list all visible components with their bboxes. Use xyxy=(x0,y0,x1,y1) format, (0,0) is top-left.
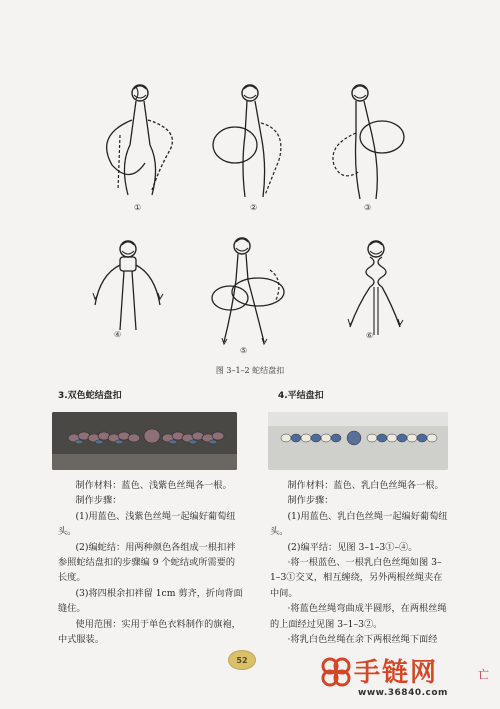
watermark-url[interactable]: www.36840.com xyxy=(358,688,448,698)
paragraph: ·将乳白色丝绳在余下两根丝绳下面经 xyxy=(287,634,438,646)
step-label-2: ② xyxy=(250,203,258,212)
section-4-body xyxy=(270,478,450,647)
step-label-3: ③ xyxy=(364,203,372,212)
paragraph: ·将一根蓝色、一根乳白色丝绳如图 3–1–3①交叉，相互缠绕，另外两根丝绳夹在中间。 xyxy=(270,557,443,599)
knot-step-5-diagram xyxy=(200,230,310,365)
section-3-body xyxy=(58,478,243,647)
knot-step-3-diagram xyxy=(320,75,420,220)
section-title-4: 4.平结盘扣 xyxy=(278,391,324,401)
figure-caption: 图 3–1–2 蛇结盘扣 xyxy=(215,366,285,375)
step-label-5: ⑤ xyxy=(240,346,248,355)
step-label-1: ① xyxy=(134,203,142,212)
step-label-4: ④ xyxy=(114,330,122,339)
knot-diagrams xyxy=(80,75,430,360)
edge-glyph: 亡 xyxy=(478,668,489,681)
paragraph: (2)编蛇结：用两种颜色各组成一根扣袢参照蛇结盘扣的步骤编 9 个蛇结或所需要的长度。 xyxy=(58,541,236,584)
paragraph: 制作材料：蓝色、浅紫色丝绳各一根。 xyxy=(75,480,232,491)
paragraph: 制作材料：蓝色、乳白色丝绳各一根。 xyxy=(287,480,444,491)
paragraph: (3)将四根余扣袢留 1cm 剪齐，折向背面缝住。 xyxy=(58,587,243,615)
flat-knot-photo xyxy=(268,412,448,470)
paragraph: (1)用蓝色、乳白色丝绳一起编好葡萄纽头。 xyxy=(270,510,448,538)
paragraph: 制作步骤： xyxy=(75,495,122,507)
paragraph: (1)用蓝色、浅紫色丝绳一起编好葡萄纽头。 xyxy=(58,510,236,538)
knot-step-4-diagram xyxy=(80,235,175,360)
paragraph: 使用范围：实用于单色衣料制作的旗袍，中式服装。 xyxy=(58,618,241,646)
paragraph: ·将蓝色丝绳弯曲成半圆形，在两根丝绳的上面经过见图 3–1–3②。 xyxy=(270,603,447,630)
two-color-snake-knot-photo xyxy=(52,412,237,470)
paragraph: 制作步骤： xyxy=(287,495,334,507)
watermark-title: 手链网 xyxy=(354,658,439,688)
knot-logo-icon xyxy=(318,654,354,690)
site-watermark xyxy=(318,652,498,708)
knot-step-2-diagram xyxy=(205,75,300,220)
section-title-3: 3.双色蛇结盘扣 xyxy=(58,391,122,401)
paragraph: (2)编平结：见图 3–1–3①–④。 xyxy=(287,541,418,553)
step-label-6: ⑥ xyxy=(366,331,374,340)
knot-step-6-diagram xyxy=(330,235,425,360)
page-number: 52 xyxy=(228,650,256,670)
knot-step-1-diagram xyxy=(90,75,185,220)
